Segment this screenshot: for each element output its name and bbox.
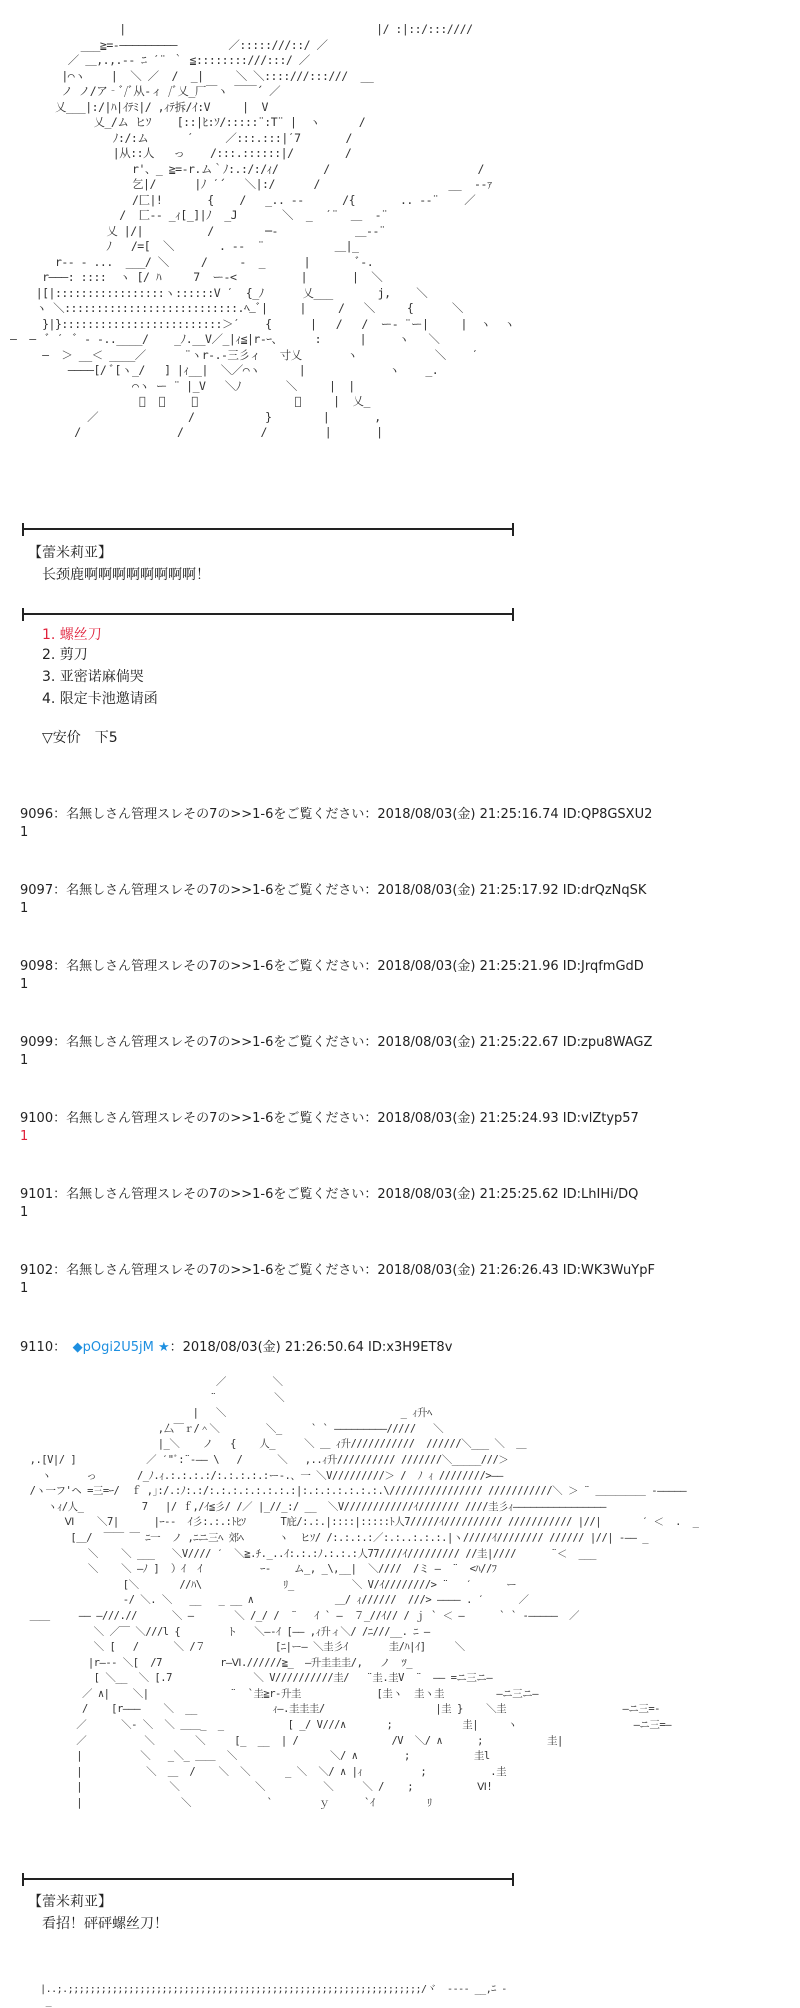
post-body: 1 — [20, 1129, 29, 1144]
post-body: 1 — [20, 1053, 29, 1068]
post-number: 9099 — [20, 1035, 54, 1050]
vote-note: ▽安价 下5 — [42, 730, 118, 746]
post-body: 1 — [20, 1205, 29, 1220]
post-header: 名無しさん管理スレその7の>>1-6をご覧ください：2018/08/03(金) 21:25:24.93 ID:vlZtyp57 — [66, 1111, 639, 1126]
ascii-art-tail: |..;.;;;;;;;;;;;;;;;;;;;;;;;;;;;;;;;;;;;;;;;;;;;;;;;;;;;;;;;;;;;;;;;;/ヾ ---- __,ﾆ - _ — [40, 1984, 507, 2007]
divider-rule — [22, 1878, 514, 1880]
post-number: 9097 — [20, 883, 54, 898]
option-item: 3. 亚密诺麻倘哭 — [42, 669, 144, 685]
author-trip-link[interactable]: ◆pOgi2U5jM ★ — [72, 1340, 170, 1355]
speaker-name: 【蕾米莉亚】 — [28, 545, 112, 561]
post-number: 9096 — [20, 807, 54, 822]
option-item: 2. 剪刀 — [42, 647, 88, 663]
reply-post: 9102：名無しさん管理スレその7の>>1-6をご覧ください：2018/08/03(金) 21:26:26.43 ID:WK3WuYpF 1 — [20, 1263, 655, 1296]
speaker-name: 【蕾米莉亚】 — [28, 1894, 112, 1910]
ascii-art-remilia-top: | |/ :|::/::://// ___≧=-――――――――― ／:::::///::/ ／ ／ ＿,.,.-‐ ﾆ ˊ¨ ｀ ≦::::::::///:::/ ／ |⌒ヽ | ＼ ／ / _| ＼ ＼::::///:::/// __ ノ ノ/ア‐ﾞ/ﾞ从-ィ /ﾞ乂_厂￣ヽ ￣￣´ ／ 乂___|:/|ﾊ|ｲﾃﾐ|/ ,ｨﾃ拆/ｲ:V | V 乂_/ム ヒｿ [::|ﾋ:ｿ/:::::¨:T¨ | ヽ / ﾉ:/:ム ˊ ／:::.:::|ˊ7 / |从::人 っ /:::.::::::|/ / r'、_ ≧=-r.ム｀ﾉ:.:/:/ｨ/ / / 乞|/ |ﾉ ˊ´ ＼|:/ / __ -‐ｧ /匚|! { / _.. -‐ /{ .. -‐¨ ／ / 匚-‐ _ｨ[_]|ﾉ _J ＼ _ ˊ¨ ＿ ‐¨ 乂 |/| / ─‐ ＿‐‐¨ ﾉ /=[ ＼ . -‐ ¨ ＿|_ r‐‐ ‐ ... ___/ ＼ / ‐ _ | ﾞ‐. r―――: :::: ヽ [/ ﾊ 7 ー‐< | | ＼ |[|:::::::::::::::::ヽ::::::V ˊ {_ﾉ 乂___ j, ＼ ヽ ＼:::::::::::::::::::::::::::.ﾍ_ﾞ| | / ＼ { ＼ }|}:::::::::::::::::::::::::＞ˊ { | / / ー‐ ¨ー| | ヽ ヽ ― ― ﾞ ˊ ﾞ ‐ -..____/ _ﾉ.__V／_|ｨ≦|r-ｰ、 : | ヽ ＼ ― ＞ __＜ ____／ ¨ヽr-.-三彡ィ 寸乂 ヽ ＼ ˊ ――――[/ ﾞ[ヽ_/ ] |ｨ__| ＼／⌒ヽ | ヽ _. ⌒ヽ ー ¨ |_V ＼ﾉ ＼ | | ﾞ ﾞ ﾞ ﾞ | 乂_ ／ / } | , / / / | | — [10, 22, 515, 439]
post-header: 名無しさん管理スレその7の>>1-6をご覧ください：2018/08/03(金) 21:25:21.96 ID:JrqfmGdD — [66, 959, 644, 974]
post-number: 9110 — [20, 1340, 54, 1355]
post-body: 1 — [20, 901, 29, 916]
reply-post: 9099：名無しさん管理スレその7の>>1-6をご覧ください：2018/08/03(金) 21:25:22.67 ID:zpu8WAGZ 1 — [20, 1035, 653, 1068]
reply-post: 9101：名無しさん管理スレその7の>>1-6をご覧ください：2018/08/03(金) 21:25:25.62 ID:LhIHi/DQ 1 — [20, 1187, 639, 1220]
option-item: 1. 螺丝刀 — [42, 627, 102, 643]
dialogue-line: 长颈鹿啊啊啊啊啊啊啊啊！ — [42, 567, 210, 583]
reply-post: 9098：名無しさん管理スレその7の>>1-6をご覧ください：2018/08/03(金) 21:25:21.96 ID:JrqfmGdD 1 — [20, 959, 644, 992]
post-number: 9100 — [20, 1111, 54, 1126]
divider-rule — [22, 613, 514, 615]
post-header: 名無しさん管理スレその7の>>1-6をご覧ください：2018/08/03(金) 21:26:26.43 ID:WK3WuYpF — [66, 1263, 655, 1278]
ascii-art-battle-scene: ／ ＼ ¨ ＼ | ＼ _ ｨ升ﾍ ,厶￣ｒ/＾＼ ＼_ ` ` ―――――――――///// ＼ |_＼ ノ { 人_ ＼ ＿ ｨ升/////////// //////＼___ ＼ ＿ ,.[V|/ ] ／ ˊ"ﾞ:¨-―― \ / ＼ ,..ｨ升////////// ///////＼_____///＞ ヽ っ /_ﾉ.ｨ.:.:.:.:/:.:.:.:.:ー-.、一 ＼V/////////＞ / ﾉ ｨ ////////>―― /ヽ一フ'ヘ =三=ｰ/ ｆ ,｣:/.:ﾉ:.:/:.:.:.:.:.:.:.:|:.:.:.:.:.:.:.\//////////////// ///////////＼ ＞ ¨ ＿＿＿＿＿ ‐――――― ヽｨ/人_ 7 |/ ｆ,/ｲ≦彡/ /／ |_//_:/ __ ＼V////////////ｲ/////// ////圭彡ｨ―――――――――――――――― Ⅵ ＼7| |ｰ-‐ ｲ彡:.:.:ﾄﾋｿ T庇/:.:.|::::|:::::ﾄ人7/////ｲ////////// /////////// |//| ˊ ＜ . _ [＿/ ￣￣ ￣ ﾆ一 ノ ,ﾆニ三ﾍ 郊ﾍ ヽ ヒｿ/ /:.:.:.:／:.:..:.:.:.|ヽ/////ｲ//////// ////// |//| ‐―― _ ＼ ＼ ___ ＼V//// ˊ ＼≧.ﾁ._..ｲ:.:.:ﾉ.:.:.:人77////ｲ///////// //圭|//// ¨＜ ___ ＼ ＼ ―ﾉ ] ）ｲ ｲ ｰ- ム_, _\,__| ＼//// /ミ ― ¨ <ﾊ//ﾌ [＼ //ﾊ\ ﾘ_ ＼ V/ｲ////////> ¨ ˊ ー ‐/ ＼. ＼ __ _ __ ∧ ＿/ ｨ////// ///> ―――― . ˊ ／ ＿＿ ―― ―///.// ＼ ― ＼ /_/ / ¨ ｲ ` ― ７_//ｲ// / ｊ ` ＜ ― ` ` ‐――――― ／ ＼ ／￣ ＼///l { ト ＼―-ｲ [―― ,ｨ升ィ＼/ /ﾆ///__. ﾆ ― ＼ [ / ＼ /７ [ﾆ|ー― ＼圭彡ｲ 圭/ﾊ|ｲ] ＼ |r―‐- ＼[ /7 r―Ⅵ.//////≧_ ―升圭圭圭/, ノ ﾂ_ [ ＼__ ＼ [.7 ＼ V//////////圭/ ¨圭.圭V ¨ ―― =ニ三ニ― ／ ∧| ＼| ¨ `圭≧r‐升圭 [圭ヽ 圭ヽ圭 ―ニ三ニ― / [r――― ＼ __ ｨ―.圭圭圭/ |圭 } ＼圭 ―ニ三=- ／ ＼‐ ＼ ＼ ＿＿_ _ [ _/ V///∧ ; 圭| ヽ ―ニ三=― ／ ＼ ＼ [_ __ | / /V ＼/ ∧ ; 圭| | ＼ _＼_ ＿＿ ＼ ＼/ ∧ ; 圭l | ＼ ＿ / ＼ ＼ _ ＼ ＼/ ∧ |ｨ ; .圭 | ＼ ＼ ＼ ＼ / ; Ⅵ! | ＼ ` ｙ `ｲ ﾘ — [29, 1376, 699, 1810]
dialogue-line: 看招！砰砰螺丝刀！ — [42, 1916, 168, 1932]
post-header: 名無しさん管理スレその7の>>1-6をご覧ください：2018/08/03(金) 21:25:16.74 ID:QP8GSXU2 — [66, 807, 653, 822]
post-number: 9098 — [20, 959, 54, 974]
post-body: 1 — [20, 825, 29, 840]
post-header: 名無しさん管理スレその7の>>1-6をご覧ください：2018/08/03(金) 21:25:22.67 ID:zpu8WAGZ — [66, 1035, 653, 1050]
post-header: 名無しさん管理スレその7の>>1-6をご覧ください：2018/08/03(金) 21:25:25.62 ID:LhIHi/DQ — [66, 1187, 639, 1202]
divider-rule — [22, 528, 514, 530]
post-body: 1 — [20, 1281, 29, 1296]
post-number: 9101 — [20, 1187, 54, 1202]
post-header: 名無しさん管理スレその7の>>1-6をご覧ください：2018/08/03(金) 21:25:17.92 ID:drQzNqSK — [66, 883, 647, 898]
op-post-header: 9110： ◆pOgi2U5jM ★：2018/08/03(金) 21:26:50.64 ID:x3H9ET8v — [20, 1340, 453, 1355]
option-item: 4. 限定卡池邀请函 — [42, 691, 158, 707]
reply-post: 9096：名無しさん管理スレその7の>>1-6をご覧ください：2018/08/03(金) 21:25:16.74 ID:QP8GSXU2 1 — [20, 807, 653, 840]
reply-post: 9097：名無しさん管理スレその7の>>1-6をご覧ください：2018/08/03(金) 21:25:17.92 ID:drQzNqSK 1 — [20, 883, 647, 916]
post-number: 9102 — [20, 1263, 54, 1278]
post-body: 1 — [20, 977, 29, 992]
reply-post: 9100：名無しさん管理スレその7の>>1-6をご覧ください：2018/08/03(金) 21:25:24.93 ID:vlZtyp57 1 — [20, 1111, 639, 1144]
post-header: ：2018/08/03(金) 21:26:50.64 ID:x3H9ET8v — [169, 1340, 453, 1355]
